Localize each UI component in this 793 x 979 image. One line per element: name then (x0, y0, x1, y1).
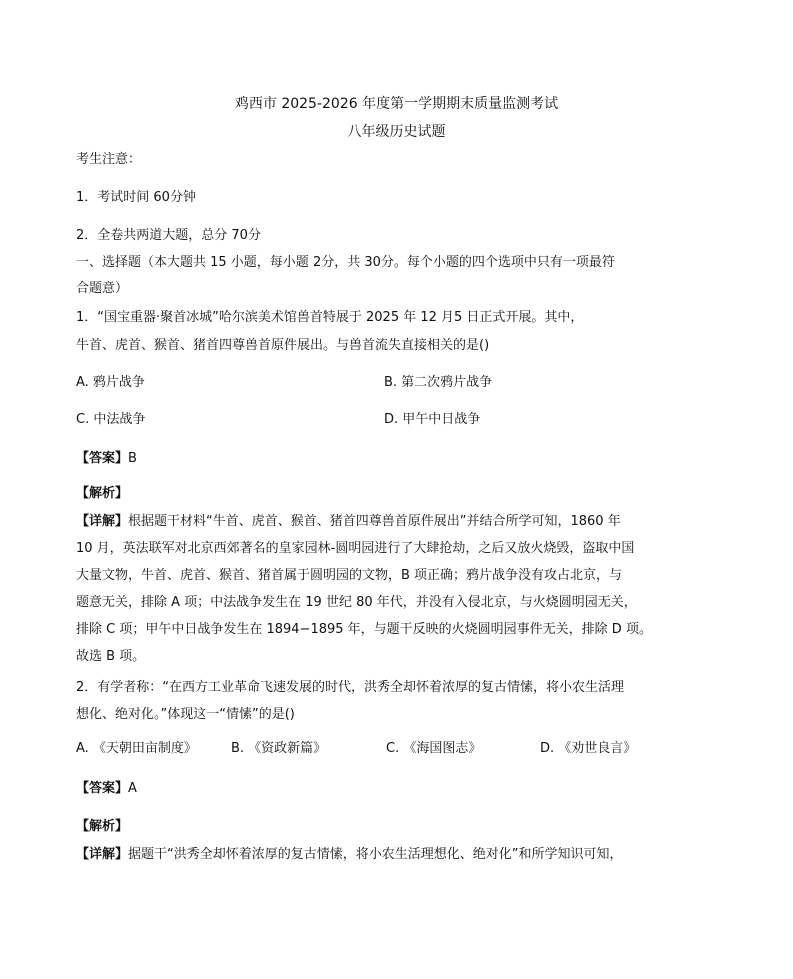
question-2-option-a: A. 《天朝田亩制度》 (76, 741, 197, 756)
detail-label: 【详解】 (76, 514, 129, 529)
question-2-stem: 想化、绝对化。”体现这一“情愫”的是() (76, 707, 295, 722)
question-1-option-a: A. 鸦片战争 (76, 375, 145, 390)
question-2-detail (76, 846, 623, 864)
notice-heading: 考生注意： (76, 152, 142, 167)
question-1-detail (76, 513, 621, 531)
question-1-detail-line: 大量文物，牛首、虎首、猴首、猪首属于圆明园的文物，B 项正确；鸦片战争没有攻占北京，与 (76, 568, 623, 583)
question-1-detail-line: 题意无关，排除 A 项；中法战争发生在 19 世纪 80 年代，并没有入侵北京，与火烧圆明园无关， (76, 595, 637, 610)
detail-text: 根据题干材料“牛首、虎首、猴首、猪首四尊兽首原件展出”并结合所学可知，1860 年 (128, 514, 621, 529)
question-2-option-c: C. 《海国图志》 (386, 741, 482, 756)
section-intro-line: 合题意） (76, 281, 129, 296)
question-2-option-b: B. 《资政新篇》 (231, 741, 327, 756)
section-intro-line: 一、选择题（本大题共 15 小题，每小题 2分，共 30分。每个小题的四个选项中只有一项最符 (76, 255, 615, 270)
question-2-stem: 2．有学者称：“在西方工业革命飞速发展的时代，洪秀全却怀着浓厚的复古情愫，将小农生活理 (76, 680, 625, 695)
question-1-stem: 牛首、虎首、猴首、猪首四尊兽首原件展出。与兽首流失直接相关的是() (76, 338, 490, 353)
answer-label: 【答案】 (76, 781, 129, 796)
question-2-option-d: D. 《劝世良言》 (540, 741, 637, 756)
detail-text: 据题干“洪秀全却怀着浓厚的复古情愫，将小农生活理想化、绝对化”和所学知识可知， (128, 847, 623, 862)
answer-label: 【答案】 (76, 451, 129, 466)
question-1-answer (76, 450, 137, 468)
question-1-option-d: D. 甲午中日战争 (384, 412, 481, 427)
answer-value: B (128, 451, 137, 466)
question-2-analysis-label: 【解析】 (76, 819, 129, 834)
question-1-stem: 1．“国宝重器·聚首冰城”哈尔滨美术馆兽首特展于 2025 年 12 月5 日正式开展。其中， (76, 310, 584, 325)
answer-value: A (128, 781, 137, 796)
question-1-option-b: B. 第二次鸦片战争 (384, 375, 493, 390)
question-1-detail-line: 故选 B 项。 (76, 649, 146, 664)
detail-label: 【详解】 (76, 847, 129, 862)
question-2-answer (76, 780, 137, 798)
question-1-analysis-label: 【解析】 (76, 486, 129, 501)
question-1-detail-line: 10 月，英法联军对北京西郊著名的皇家园林-圆明园进行了大肆抢劫，之后又放火烧毁，盗取中国 (76, 541, 635, 556)
exam-title: 鸡西市 2025-2026 年度第一学期期末质量监测考试 (234, 96, 559, 112)
notice-item-score: 2．全卷共两道大题，总分 70分 (76, 228, 261, 243)
notice-item-time: 1．考试时间 60分钟 (76, 190, 196, 205)
question-1-detail-line: 排除 C 项；甲午中日战争发生在 1894−1895 年，与题干反映的火烧圆明园事件无关，排除 D 项。 (76, 622, 652, 637)
exam-subtitle: 八年级历史试题 (347, 124, 446, 140)
question-1-option-c: C. 中法战争 (76, 412, 146, 427)
